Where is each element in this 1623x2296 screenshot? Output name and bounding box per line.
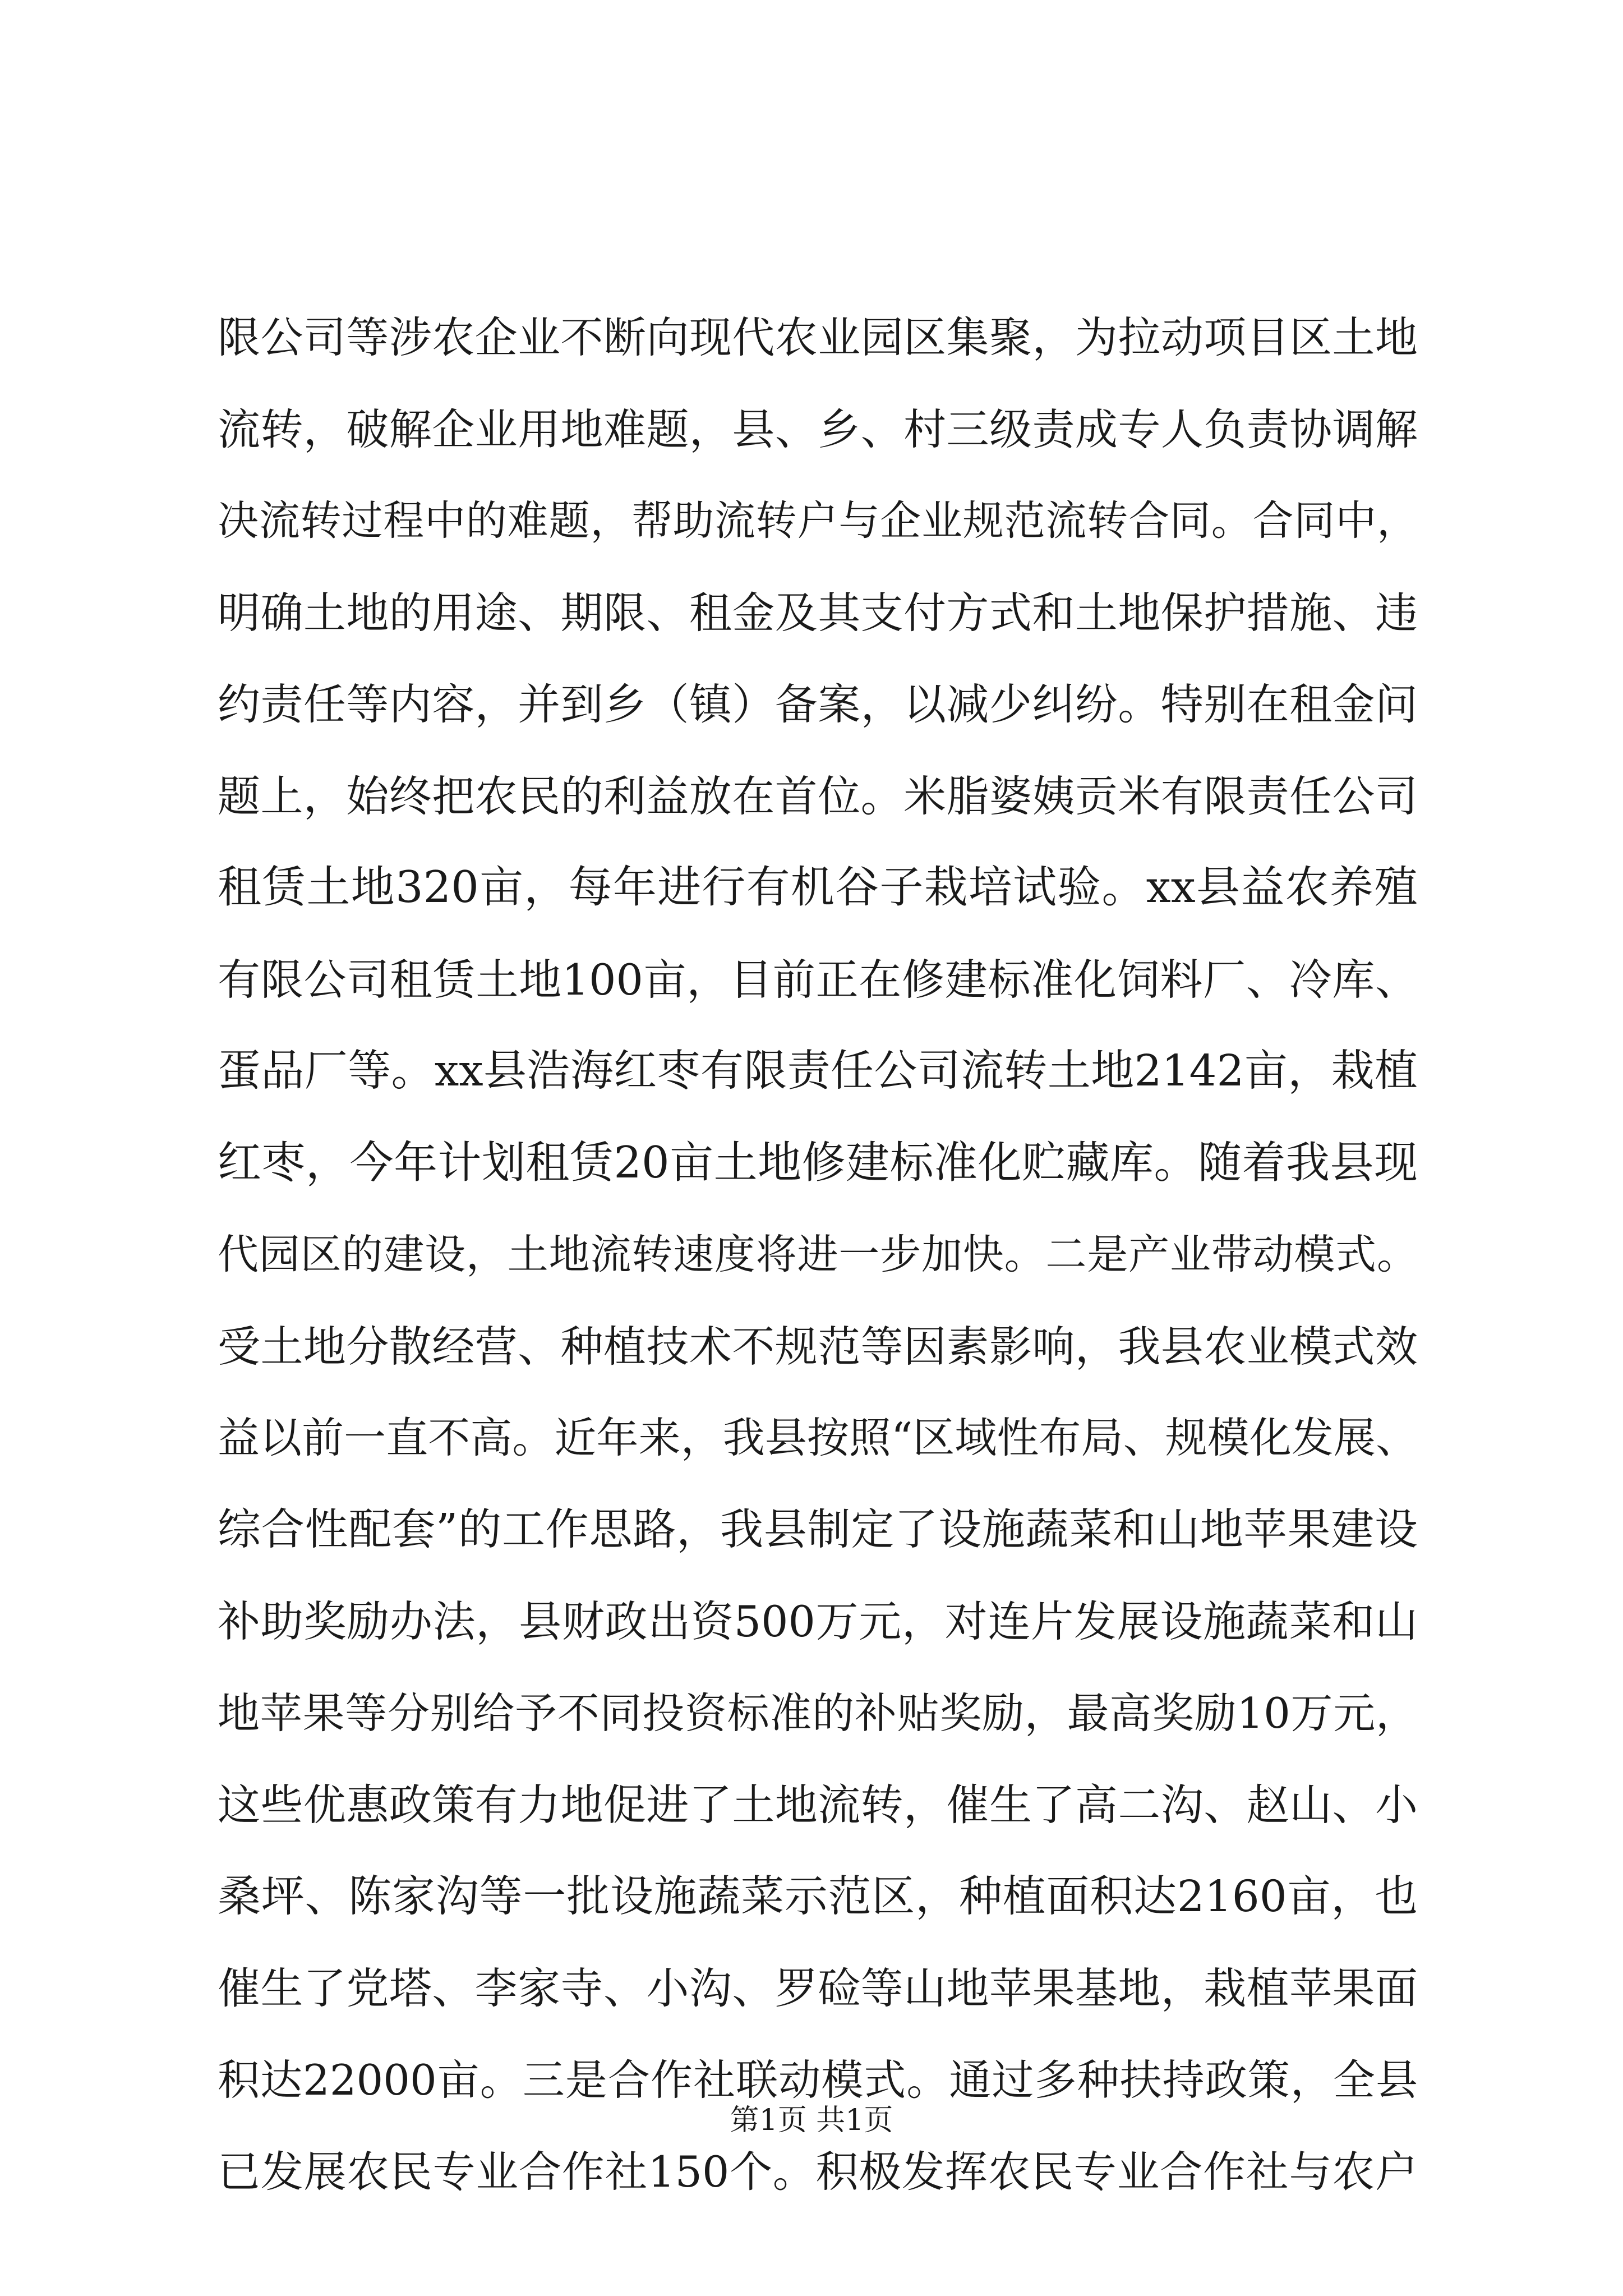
text-line: 决流转过程中的难题，帮助流转户与企业规范流转合同。合同中， [218,497,1418,545]
text-line: 积达22000亩。三是合作社联动模式。通过多种扶持政策，全县 [218,2055,1418,2105]
text-line: 租赁土地320亩，每年进行有机谷子栽培试验。xx县益农养殖 [218,862,1418,913]
text-line: 代园区的建设，土地流转速度将进一步加快。二是产业带动模式。 [218,1231,1418,1278]
text-line: 补助奖励办法，县财政出资500万元，对连片发展设施蔬菜和山 [218,1596,1418,1646]
text-line: 催生了党塔、李家寺、小沟、罗硷等山地苹果基地，栽植苹果面 [218,1963,1418,2013]
text-line: 约责任等内容，并到乡（镇）备案，以减少纠纷。特别在租金问 [218,679,1418,729]
text-line: 蛋品厂等。xx县浩海红枣有限责任公司流转土地2142亩，栽植 [218,1046,1418,1096]
text-line: 明确土地的用途、期限、租金及其支付方式和土地保护措施、违 [218,587,1418,638]
text-line: 红枣，今年计划租赁20亩土地修建标准化贮藏库。随着我县现 [218,1137,1418,1188]
text-line: 桑坪、陈家沟等一批设施蔬菜示范区，种植面积达2160亩，也 [218,1871,1418,1922]
text-line: 有限公司租赁土地100亩，目前正在修建标准化饲料厂、冷库、 [218,954,1418,1005]
body-paragraph [218,292,1418,2218]
text-line: 流转，破解企业用地难题，县、乡、村三级责成专人负责协调解 [218,404,1418,454]
text-line: 益以前一直不高。近年来，我县按照“区域性布局、规模化发展、 [218,1413,1418,1462]
text-line: 这些优惠政策有力地促进了土地流转，催生了高二沟、赵山、小 [218,1780,1418,1830]
text-line: 限公司等涉农企业不断向现代农业园区集聚，为拉动项目区土地 [218,312,1418,362]
text-line: 已发展农民专业合作社150个。积极发挥农民专业合作社与农户 [218,2147,1418,2197]
text-line: 受土地分散经营、种植技术不规范等因素影响，我县农业模式效 [218,1321,1418,1372]
page-number-footer: 第1页 共1页 [730,2104,893,2137]
text-line: 地苹果等分别给予不同投资标准的补贴奖励，最高奖励10万元， [218,1688,1418,1738]
text-line: 综合性配套”的工作思路，我县制定了设施蔬菜和山地苹果建设 [218,1504,1418,1555]
text-line: 题上，始终把农民的利益放在首位。米脂婆姨贡米有限责任公司 [218,771,1418,821]
